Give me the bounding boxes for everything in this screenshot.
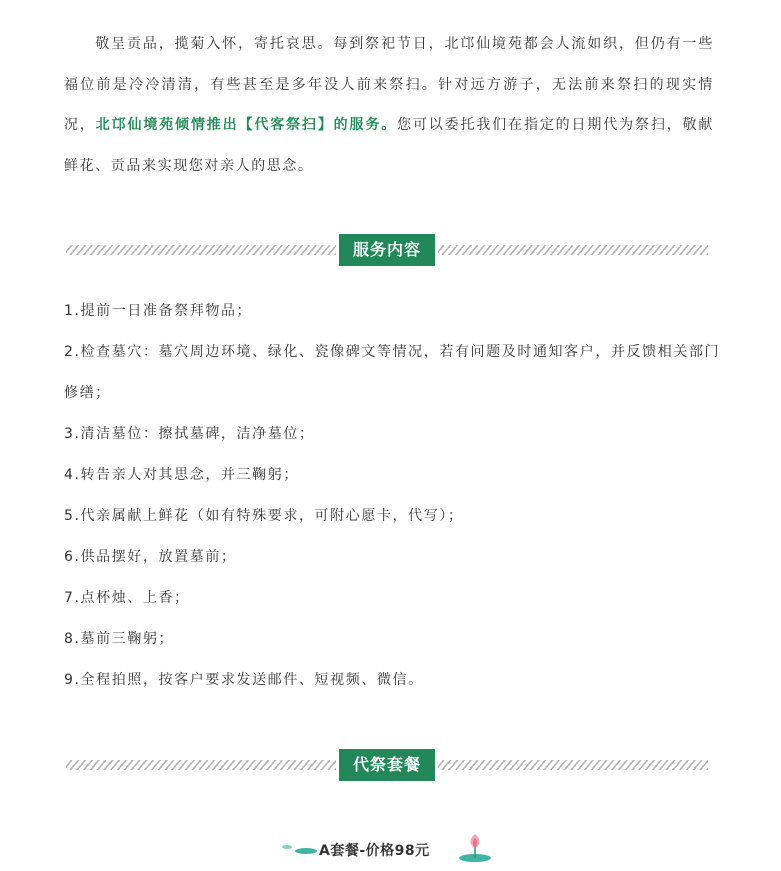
service-item: 6.供品摆好，放置墓前； [64,549,237,565]
service-item: 3.清洁墓位：擦拭墓碑，洁净墓位； [64,426,315,442]
service-section-header [66,234,708,266]
intro-paragraph [64,24,714,186]
hatch-divider-left [66,245,336,255]
lotus-icon [457,832,493,866]
package-a-label: A套餐-价格98元 [319,843,430,859]
service-item: 7.点杯烛、上香； [64,590,190,606]
service-item: 9.全程拍照，按客户要求发送邮件、短视频、微信。 [64,672,424,688]
service-list [64,291,724,701]
service-section-title: 服务内容 [339,234,435,266]
service-item: 2.检查墓穴：墓穴周边环境、绿化、瓷像碑文等情况，若有问题及时通知客户，并反馈相关部门修缮； [64,344,721,401]
intro-text-2: 您可以委托我们在指定的日期代为祭扫，敬献鲜花、贡品来实现您对亲人的思念。 [64,117,715,174]
lily-pad-icon [280,842,320,858]
package-section-title: 代祭套餐 [339,749,435,781]
intro-text-1: 敬呈贡品，揽菊入怀，寄托哀思。每到祭祀节日，北邙仙境苑都会人流如织，但仍有一些福位前是冷冷清清，有些甚至是多年没人前来祭扫。针对远方游子，无法前来祭扫的现实情况， [64,36,714,133]
hatch-divider-left [66,760,336,770]
service-item: 1.提前一日准备祭拜物品； [64,303,253,319]
package-a-row [0,830,781,866]
hatch-divider-right [438,760,708,770]
intro-highlight: 北邙仙境苑倾情推出【代客祭扫】的服务。 [95,117,398,133]
package-section-header [66,749,708,781]
hatch-divider-right [438,245,708,255]
service-item: 4.转告亲人对其思念，并三鞠躬； [64,467,299,483]
service-item: 8.墓前三鞠躬； [64,631,175,647]
service-item: 5.代亲属献上鲜花（如有特殊要求，可附心愿卡，代写）； [64,508,464,524]
